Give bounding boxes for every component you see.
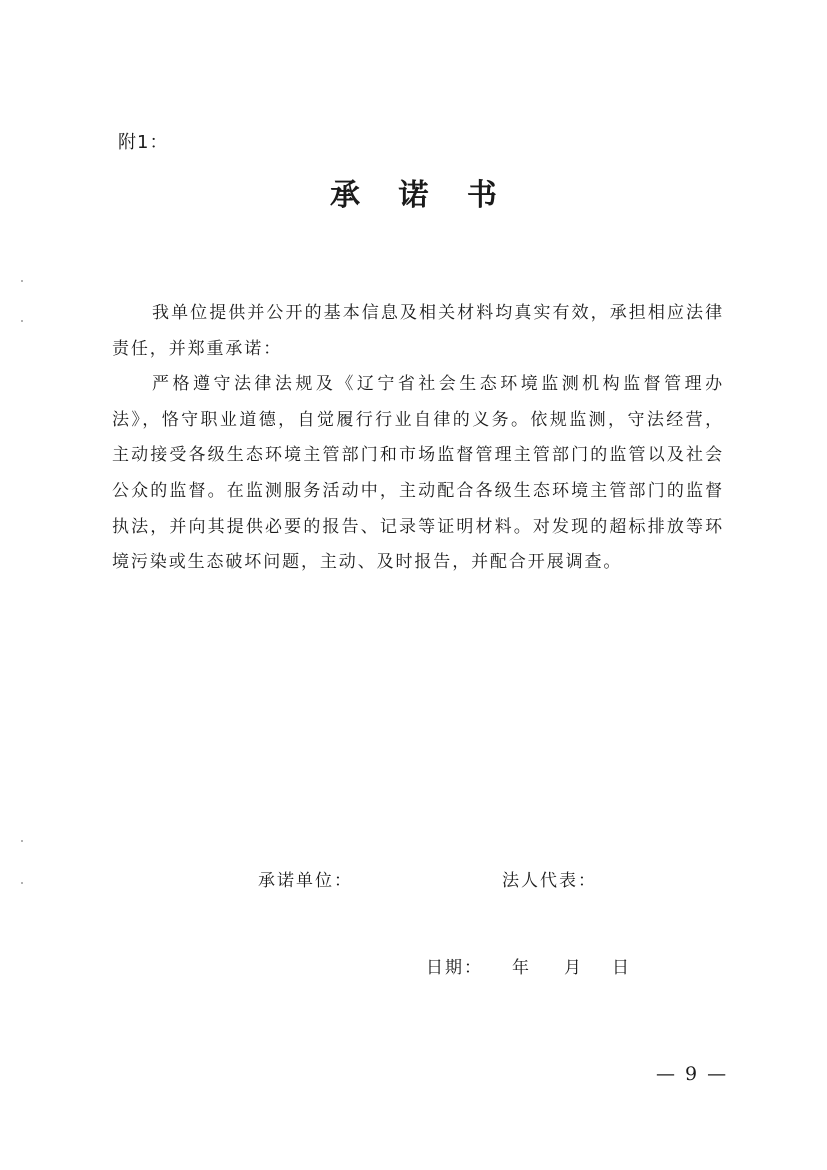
body-text (112, 296, 724, 581)
paragraph: 我单位提供并公开的基本信息及相关材料均真实有效，承担相应法律责任，并郑重承诺： (112, 303, 724, 359)
scan-speck (21, 840, 23, 842)
date-label: 日期： (426, 958, 483, 978)
signature-unit-label: 承诺单位： (258, 871, 353, 891)
date-year-label: 年 (512, 958, 531, 978)
page-number: — 9 — (656, 1063, 729, 1085)
legal-representative-label: 法人代表： (502, 871, 597, 891)
scan-speck (21, 882, 23, 884)
paragraph: 严格遵守法律法规及《辽宁省社会生态环境监测机构监督管理办法》，恪守职业道德，自觉履行行业自律的义务。依规监测，守法经营，主动接受各级生态环境主管部门和市场监督管理主管部门的监管以及社会公众的监督。在监测服务活动中，主动配合各级生态环境主管部门的监督执法，并向其提供必要的报告、记录等证明材料。对发现的超标排放等环境污染或生态破坏问题，主动、及时报告，并配合开展调查。 (112, 374, 724, 573)
date-month-label: 月 (564, 958, 583, 978)
date-line (426, 953, 631, 978)
scan-speck (21, 280, 23, 282)
attachment-label: 附1： (118, 132, 169, 153)
scan-speck (21, 320, 23, 322)
date-day-label: 日 (612, 958, 631, 978)
document-title: 承 诺 书 (330, 178, 511, 213)
